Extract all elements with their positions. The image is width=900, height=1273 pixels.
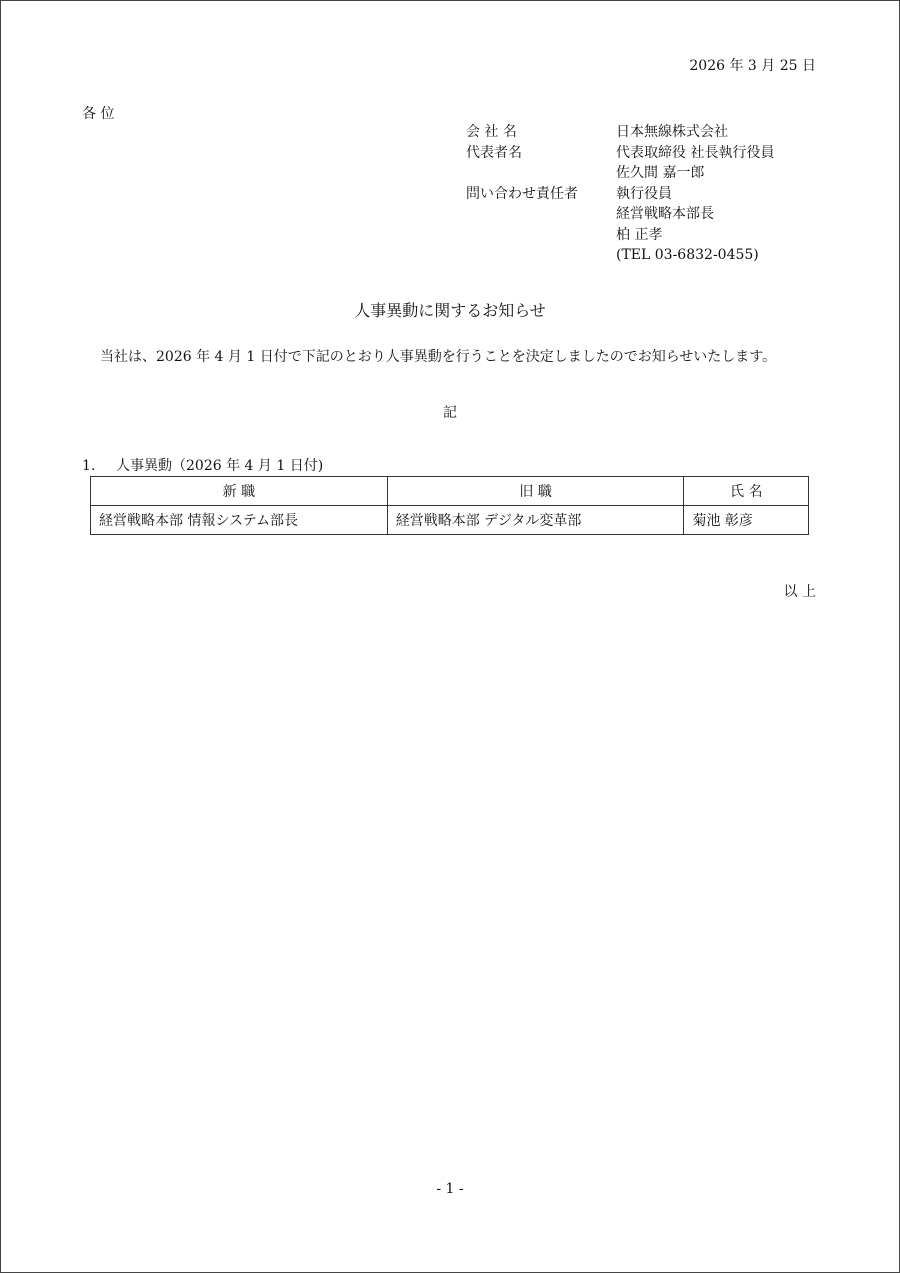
page-number: - 1 - [436, 1181, 464, 1197]
sender-label: 問い合わせ責任者 [466, 185, 578, 202]
addressee: 各 位 [82, 106, 115, 122]
contact-position: 執行役員 [616, 185, 672, 202]
contact-name: 柏 正孝 [616, 226, 663, 243]
contact-phone: (TEL 03-6832-0455) [616, 247, 759, 263]
sender-label: 会 社 名 [466, 124, 517, 140]
sender-row-representative [466, 143, 774, 184]
intro-paragraph: 当社は、2026 年 4 月 1 日付で下記のとおり人事異動を行うことを決定しましたのでお知らせいたします。 [100, 349, 777, 365]
sender-values [616, 143, 774, 184]
document-title: 人事異動に関するお知らせ [354, 301, 546, 320]
representative-title: 代表取締役 社長執行役員 [616, 144, 775, 161]
sender-label: 代表者名 [466, 144, 522, 161]
section-heading [82, 455, 323, 475]
sender-values [616, 184, 759, 266]
header-name: 氏 名 [684, 477, 809, 506]
contact-department: 経営戦略本部長 [616, 206, 714, 222]
table-row [91, 506, 809, 535]
personnel-change-table [90, 476, 809, 535]
closing-mark: 以 上 [783, 584, 816, 600]
sender-block [466, 122, 774, 266]
section-number: 1. [82, 458, 96, 474]
company-name: 日本無線株式会社 [616, 124, 728, 140]
section-heading-text: 人事異動（2026 年 4 月 1 日付) [116, 458, 324, 474]
cell-old-position: 経営戦略本部 デジタル変革部 [387, 506, 684, 535]
sender-row-contact [466, 184, 774, 266]
sender-values [616, 122, 728, 143]
cell-new-position: 経営戦略本部 情報システム部長 [91, 506, 388, 535]
cell-name: 菊池 彰彦 [684, 506, 809, 535]
table-header-row [91, 477, 809, 506]
header-new-position: 新 職 [91, 477, 388, 506]
sender-row-company [466, 122, 774, 143]
ki-marker: 記 [443, 405, 457, 421]
header-old-position: 旧 職 [387, 477, 684, 506]
representative-name: 佐久間 嘉一郎 [616, 165, 705, 181]
document-date: 2026 年 3 月 25 日 [689, 58, 816, 74]
